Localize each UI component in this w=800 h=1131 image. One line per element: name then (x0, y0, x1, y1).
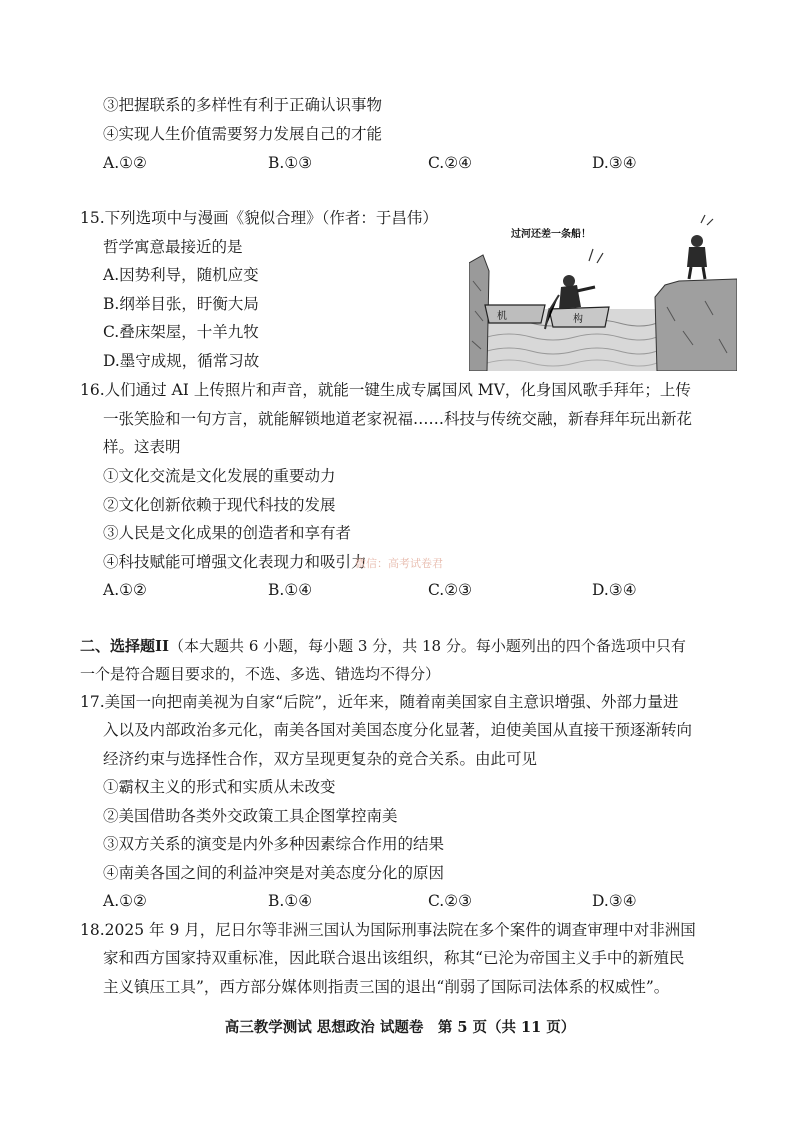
q15-stem-line-1: 15.下列选项中与漫画《貌似合理》（作者：于昌伟） (80, 209, 438, 227)
q17-item-1: ①霸权主义的形式和实质从未改变 (103, 778, 336, 796)
q14-option-a: A.①② (103, 154, 147, 172)
q16-option-c: C.②③ (428, 581, 473, 599)
q14-option-c: C.②④ (428, 154, 473, 172)
q18-stem-line-1: 18.2025 年 9 月，尼日尔等非洲三国认为国际刑事法院在多个案件的调查审理中对非洲国 (80, 921, 696, 939)
q16-option-d: D.③④ (592, 581, 637, 599)
watermark: 微信：高考试卷君 (355, 557, 443, 570)
q15-option-d: D.墨守成规，循常习故 (103, 352, 260, 370)
q17-item-3: ③双方关系的演变是内外多种因素综合作用的结果 (103, 835, 445, 853)
q17-stem-line-2: 入以及内部政治多元化，南美各国对美国态度分化显著，迫使美国从直接干预逐渐转向 (103, 721, 693, 739)
q16-item-3: ③人民是文化成果的创造者和享有者 (103, 524, 352, 542)
cartoon-illustration (469, 211, 737, 371)
q17-item-2: ②美国借助各类外交政策工具企图掌控南美 (103, 807, 398, 825)
q17-option-b: B.①④ (268, 892, 313, 910)
q15-stem-line-2: 哲学寓意最接近的是 (103, 238, 243, 256)
right-cliff (655, 279, 737, 371)
q18-stem-line-3: 主义镇压工具”，西方部分媒体则指责三国的退出“削弱了国际司法体系的权威性”。 (103, 978, 670, 996)
q15-option-c: C.叠床架屋，十羊九牧 (103, 323, 259, 341)
q16-stem-line-2: 一张笑脸和一句方言，就能解锁地道老家祝福……科技与传统交融，新春拜年玩出新花 (103, 410, 693, 428)
boat-right-label: 构 (573, 314, 583, 325)
page-footer: 高三教学测试 思想政治 试题卷 第 5 页（共 11 页） (224, 1019, 576, 1036)
left-cliff (469, 255, 489, 371)
q16-item-2: ②文化创新依赖于现代科技的发展 (103, 496, 336, 514)
rowing-man-body (559, 285, 581, 309)
boat-left-label: 机 (497, 311, 507, 322)
q17-stem-line-1: 17.美国一向把南美视为自家“后院”，近年来，随着南美国家自主意识增强、外部力量进 (80, 693, 679, 711)
q17-option-d: D.③④ (592, 892, 637, 910)
q14-item-3: ③把握联系的多样性有利于正确认识事物 (103, 96, 383, 114)
standing-man-head (691, 235, 703, 247)
q17-item-4: ④南美各国之间的利益冲突是对美态度分化的原因 (103, 864, 445, 882)
boat-left (485, 305, 545, 323)
q16-stem-line-3: 样。这表明 (103, 438, 181, 456)
section-2-heading (80, 636, 686, 656)
section-2-title: 二、选择题II (80, 637, 170, 655)
q17-option-c: C.②③ (428, 892, 473, 910)
q15-option-a: A.因势利导，随机应变 (103, 266, 259, 284)
q14-option-d: D.③④ (592, 154, 637, 172)
q16-option-a: A.①② (103, 581, 147, 599)
section-2-desc-line-2: 一个是符合题目要求的，不选、多选、错选均不得分） (80, 665, 441, 683)
q14-option-b: B.①③ (268, 154, 313, 172)
rowing-man-head (563, 275, 575, 287)
q16-item-1: ①文化交流是文化发展的重要动力 (103, 467, 336, 485)
cartoon-caption: 过河还差一条船！ (511, 229, 591, 240)
q16-item-4: ④科技赋能可增强文化表现力和吸引力 (103, 553, 367, 571)
q15-option-b: B.纲举目张，盱衡大局 (103, 295, 259, 313)
q17-stem-line-3: 经济约束与选择性合作，双方呈现更复杂的竞合关系。由此可见 (103, 750, 538, 768)
q14-item-4: ④实现人生价值需要努力发展自己的才能 (103, 125, 383, 143)
q17-option-a: A.①② (103, 892, 147, 910)
q16-option-b: B.①④ (268, 581, 313, 599)
standing-man-body (687, 247, 707, 267)
q16-stem-line-1: 16.人们通过 AI 上传照片和声音，就能一键生成专属国风 MV，化身国风歌手拜年；上传 (80, 381, 691, 399)
q18-stem-line-2: 家和西方国家持双重标准，因此联合退出该组织，称其“已沦为帝国主义手中的新殖民 (103, 949, 685, 967)
section-2-desc-line-1: （本大题共 6 小题，每小题 3 分，共 18 分。每小题列出的四个备选项中只有 (169, 637, 686, 655)
